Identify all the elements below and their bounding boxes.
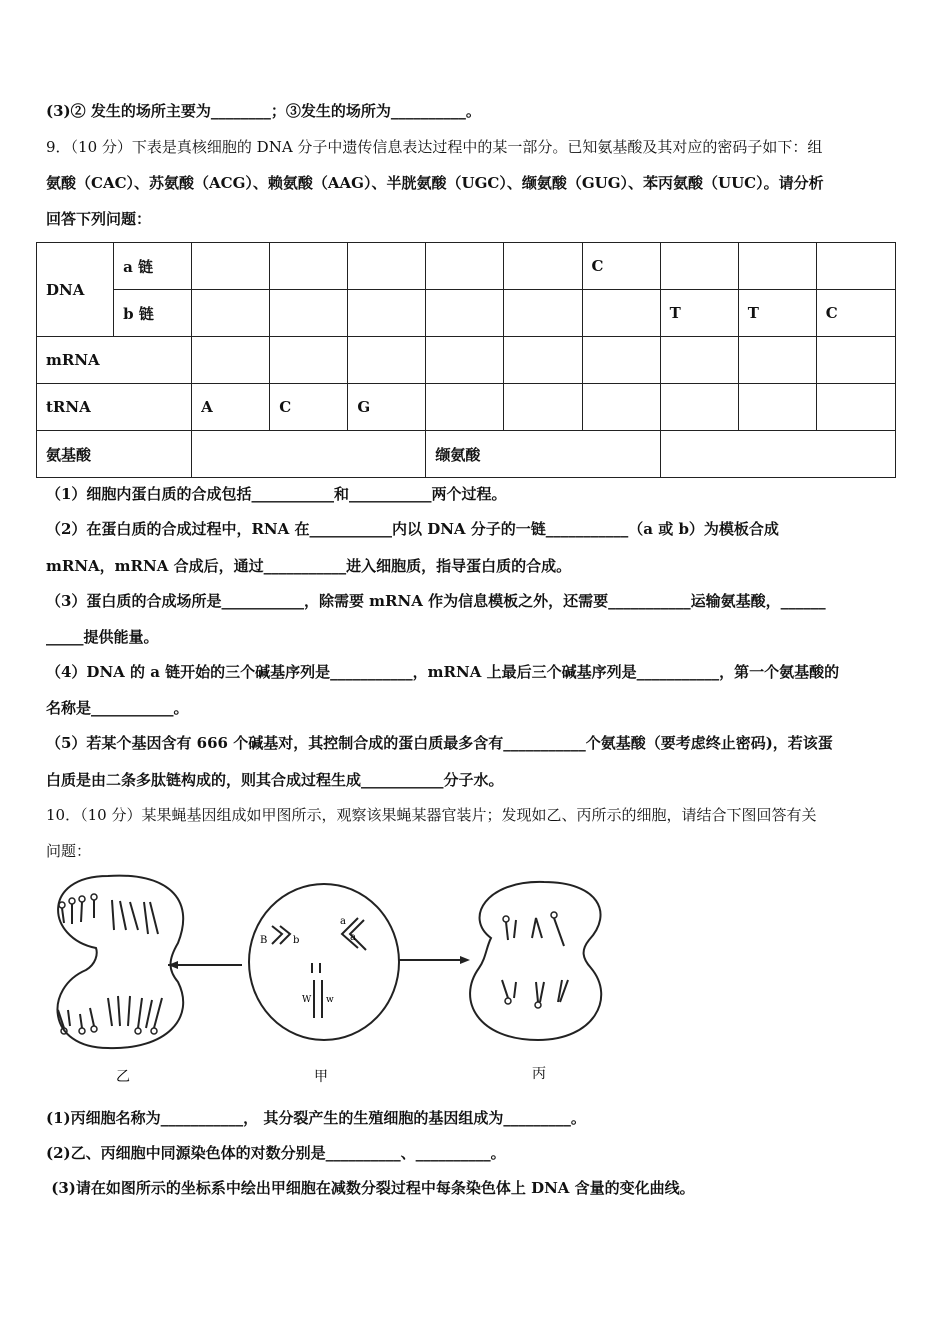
gene-label-B: B bbox=[260, 935, 268, 946]
row-header-amino-acid: 氨基酸 bbox=[37, 431, 192, 478]
cell-jia-membrane bbox=[249, 884, 399, 1040]
table-cell: T bbox=[738, 290, 816, 337]
table-cell bbox=[348, 337, 426, 384]
gene-label-a-2: a bbox=[350, 932, 356, 943]
table-cell bbox=[660, 337, 738, 384]
table-cell bbox=[192, 431, 426, 478]
q9-stem-line1: 9．（10 分）下表是真核细胞的 DNA 分子中遗传信息表达过程中的某一部分。已知氨基酸及其对应的密码子如下：组 bbox=[46, 138, 823, 156]
table-row-amino-acid bbox=[37, 431, 896, 478]
table-cell bbox=[192, 290, 270, 337]
table-cell: C bbox=[270, 384, 348, 431]
table-cell bbox=[192, 337, 270, 384]
table-cell: T bbox=[660, 290, 738, 337]
gene-label-a-1: a bbox=[340, 916, 346, 927]
table-cell bbox=[504, 384, 582, 431]
arrowhead-yi bbox=[168, 961, 178, 969]
q10-stem-line2: 问题： bbox=[46, 842, 92, 860]
table-cell bbox=[660, 431, 895, 478]
q9-sub3-line2: _____提供能量。 bbox=[46, 628, 159, 646]
arrowhead-bing bbox=[460, 956, 470, 964]
q8-part3-line: (3)② 发生的场所主要为________；③发生的场所为__________。 bbox=[46, 102, 481, 120]
table-row-a-chain bbox=[37, 243, 896, 290]
q9-sub2-line2: mRNA，mRNA 合成后，通过___________进入细胞质，指导蛋白质的合成。 bbox=[46, 557, 572, 575]
q10-sub2: (2)乙、丙细胞中同源染色体的对数分别是__________、__________。 bbox=[46, 1144, 506, 1162]
table-row-trna bbox=[37, 384, 896, 431]
q9-sub5-line2: 白质是由二条多肽链构成的，则其合成过程生成___________分子水。 bbox=[46, 771, 504, 789]
table-cell bbox=[426, 337, 504, 384]
q10-sub3: (3)请在如图所示的坐标系中绘出甲细胞在减数分裂过程中每条染色体上 DNA 含量的变化曲线。 bbox=[46, 1179, 695, 1197]
table-cell bbox=[582, 337, 660, 384]
cell-bing-membrane bbox=[470, 882, 601, 1040]
q9-sub5-line1: （5）若某个基因含有 666 个碱基对，其控制合成的蛋白质最多含有___________个氨基酸（要考虑终止密码)，若该蛋 bbox=[46, 734, 833, 752]
table-cell bbox=[426, 290, 504, 337]
label-bing: 丙 bbox=[532, 1066, 546, 1082]
table-cell bbox=[270, 290, 348, 337]
table-cell bbox=[348, 290, 426, 337]
table-cell bbox=[504, 243, 582, 290]
row-header-trna: tRNA bbox=[37, 384, 192, 431]
q9-stem-line2: 氨酸（CAC）、苏氨酸（ACG）、赖氨酸（AAG）、半胱氨酸（UGC）、缬氨酸（GUG）、苯丙氨酸（UUC）。请分析 bbox=[46, 174, 824, 192]
table-cell: 缬氨酸 bbox=[426, 431, 660, 478]
table-cell bbox=[660, 243, 738, 290]
table-cell bbox=[816, 243, 895, 290]
q9-stem-line3: 回答下列问题： bbox=[46, 210, 152, 228]
table-cell bbox=[582, 384, 660, 431]
yi-chromosomes-bottom bbox=[58, 996, 162, 1028]
table-cell bbox=[348, 243, 426, 290]
table-cell: G bbox=[348, 384, 426, 431]
q10-stem-line1: 10．（10 分）某果蝇基因组成如甲图所示，观察该果蝇某器官装片；发现如乙、丙所示的细胞，请结合下图回答有关 bbox=[46, 806, 817, 824]
dna-expression-table bbox=[36, 242, 896, 478]
q9-sub3-line1: （3）蛋白质的合成场所是___________，除需要 mRNA 作为信息模板之外，还需要___________运输氨基酸，______ bbox=[46, 592, 826, 610]
yi-chromosomes-top bbox=[62, 900, 158, 934]
table-cell bbox=[816, 384, 895, 431]
table-cell bbox=[504, 290, 582, 337]
table-cell bbox=[192, 243, 270, 290]
gene-label-W: W bbox=[302, 995, 312, 1005]
label-jia: 甲 bbox=[314, 1069, 328, 1085]
q9-sub1: （1）细胞内蛋白质的合成包括___________和___________两个过程。 bbox=[46, 485, 507, 503]
row-header-a-chain: a 链 bbox=[114, 243, 192, 290]
label-yi: 乙 bbox=[116, 1069, 130, 1085]
q9-sub4-line1: （4）DNA 的 a 链开始的三个碱基序列是___________，mRNA 上最后三个碱基序列是___________，第一个氨基酸的 bbox=[46, 663, 840, 681]
q10-sub1: (1)丙细胞名称为___________， 其分裂产生的生殖细胞的基因组成为_________。 bbox=[46, 1109, 586, 1127]
table-cell bbox=[504, 337, 582, 384]
table-cell: C bbox=[582, 243, 660, 290]
table-cell bbox=[270, 243, 348, 290]
q9-sub4-line2: 名称是___________。 bbox=[46, 699, 189, 717]
table-row-b-chain bbox=[37, 290, 896, 337]
bing-chromosomes bbox=[502, 918, 568, 1002]
row-header-mrna: mRNA bbox=[37, 337, 192, 384]
table-row-mrna bbox=[37, 337, 896, 384]
q9-sub2-line1: （2）在蛋白质的合成过程中，RNA 在___________内以 DNA 分子的一链___________（a 或 b）为模板合成 bbox=[46, 520, 779, 538]
row-header-b-chain: b 链 bbox=[114, 290, 192, 337]
table-cell bbox=[660, 384, 738, 431]
gene-label-b: b bbox=[293, 935, 300, 946]
table-cell: A bbox=[192, 384, 270, 431]
table-cell: C bbox=[816, 290, 895, 337]
row-header-dna: DNA bbox=[37, 243, 114, 337]
table-cell bbox=[426, 243, 504, 290]
table-cell bbox=[738, 243, 816, 290]
table-cell bbox=[738, 337, 816, 384]
cell-division-figure bbox=[46, 868, 606, 1093]
gene-label-w: w bbox=[326, 995, 334, 1005]
table-cell bbox=[270, 337, 348, 384]
table-cell bbox=[426, 384, 504, 431]
table-cell bbox=[816, 337, 895, 384]
table-cell bbox=[582, 290, 660, 337]
table-cell bbox=[738, 384, 816, 431]
